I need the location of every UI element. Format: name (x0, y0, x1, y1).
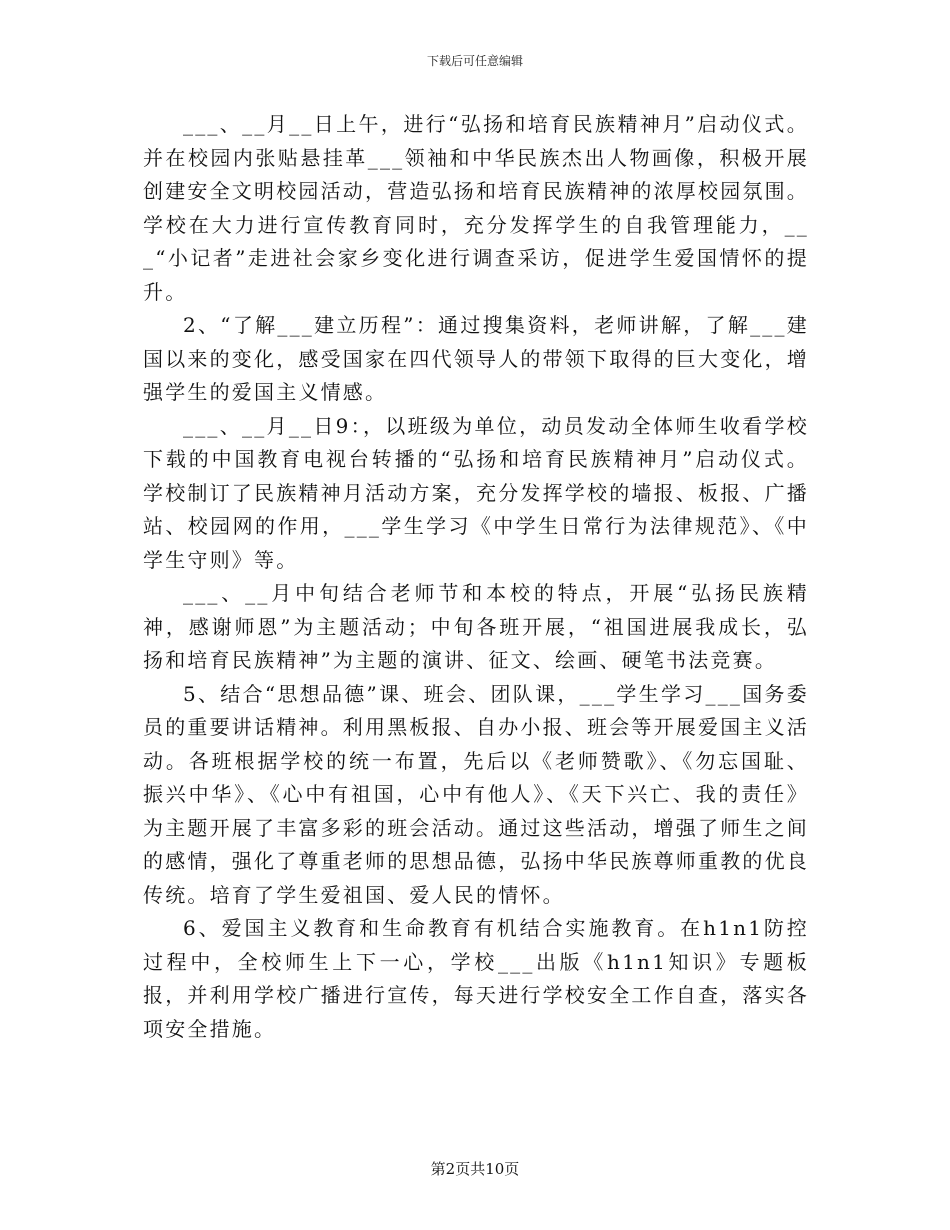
paragraph-3: ___、__月__日9：，以班级为单位，动员发动全体师生收看学校下载的中国教育电视台转播的“弘扬和培育民族精神月”启动仪式。学校制订了民族精神月活动方案，充分发挥学校的墙报、板报、广播站、校园网的作用，___学生学习《中学生日常行为法律规范》、《中学生守则》等。 (143, 413, 809, 572)
paragraph-4: ___、__月中旬结合老师节和本校的特点，开展“弘扬民族精神，感谢师恩”为主题活动；中旬各班开展，“祖国进展我成长，弘扬和培育民族精神”为主题的演讲、征文、绘画、硬笔书法竞赛。 (143, 581, 809, 672)
paragraph-2: 2、“了解___建立历程”：通过搜集资料，老师讲解，了解___建国以来的变化，感受国家在四代领导人的带领下取得的巨大变化，增强学生的爱国主义情感。 (143, 313, 809, 404)
header-edit-note: 下载后可任意编辑 (426, 54, 523, 68)
paragraph-5: 5、结合“思想品德”课、班会、团队课，___学生学习___国务委员的重要讲话精神。利用黑板报、自办小报、班会等开展爱国主义活动。各班根据学校的统一布置，先后以《老师赞歌》、《勿忘国耻、振兴中华》、《心中有祖国，心中有他人》、《天下兴亡、我的责任》为主题开展了丰富多彩的班会活动。通过这些活动，增强了师生之间的感情，强化了尊重老师的思想品德，弘扬中华民族尊师重教的优良传统。培育了学生爱祖国、爱人民的情怀。 (143, 681, 809, 907)
document-body (143, 108, 809, 1046)
paragraph-6: 6、爱国主义教育和生命教育有机结合实施教育。在h1n1防控过程中，全校师生上下一心，学校___出版《h1n1知识》专题板报，并利用学校广播进行宣传，每天进行学校安全工作自查，落实各项安全措施。 (143, 916, 809, 1041)
paragraph-1: ___、__月__日上午，进行“弘扬和培育民族精神月”启动仪式。并在校园内张贴悬挂革___领袖和中华民族杰出人物画像，积极开展创建安全文明校园活动，营造弘扬和培育民族精神的浓厚校园氛围。学校在大力进行宣传教育同时，充分发挥学生的自我管理能力，___“小记者”走进社会家乡变化进行调查采访，促进学生爱国情怀的提升。 (143, 112, 809, 304)
page-number: 第2页共10页 (430, 1160, 520, 1178)
